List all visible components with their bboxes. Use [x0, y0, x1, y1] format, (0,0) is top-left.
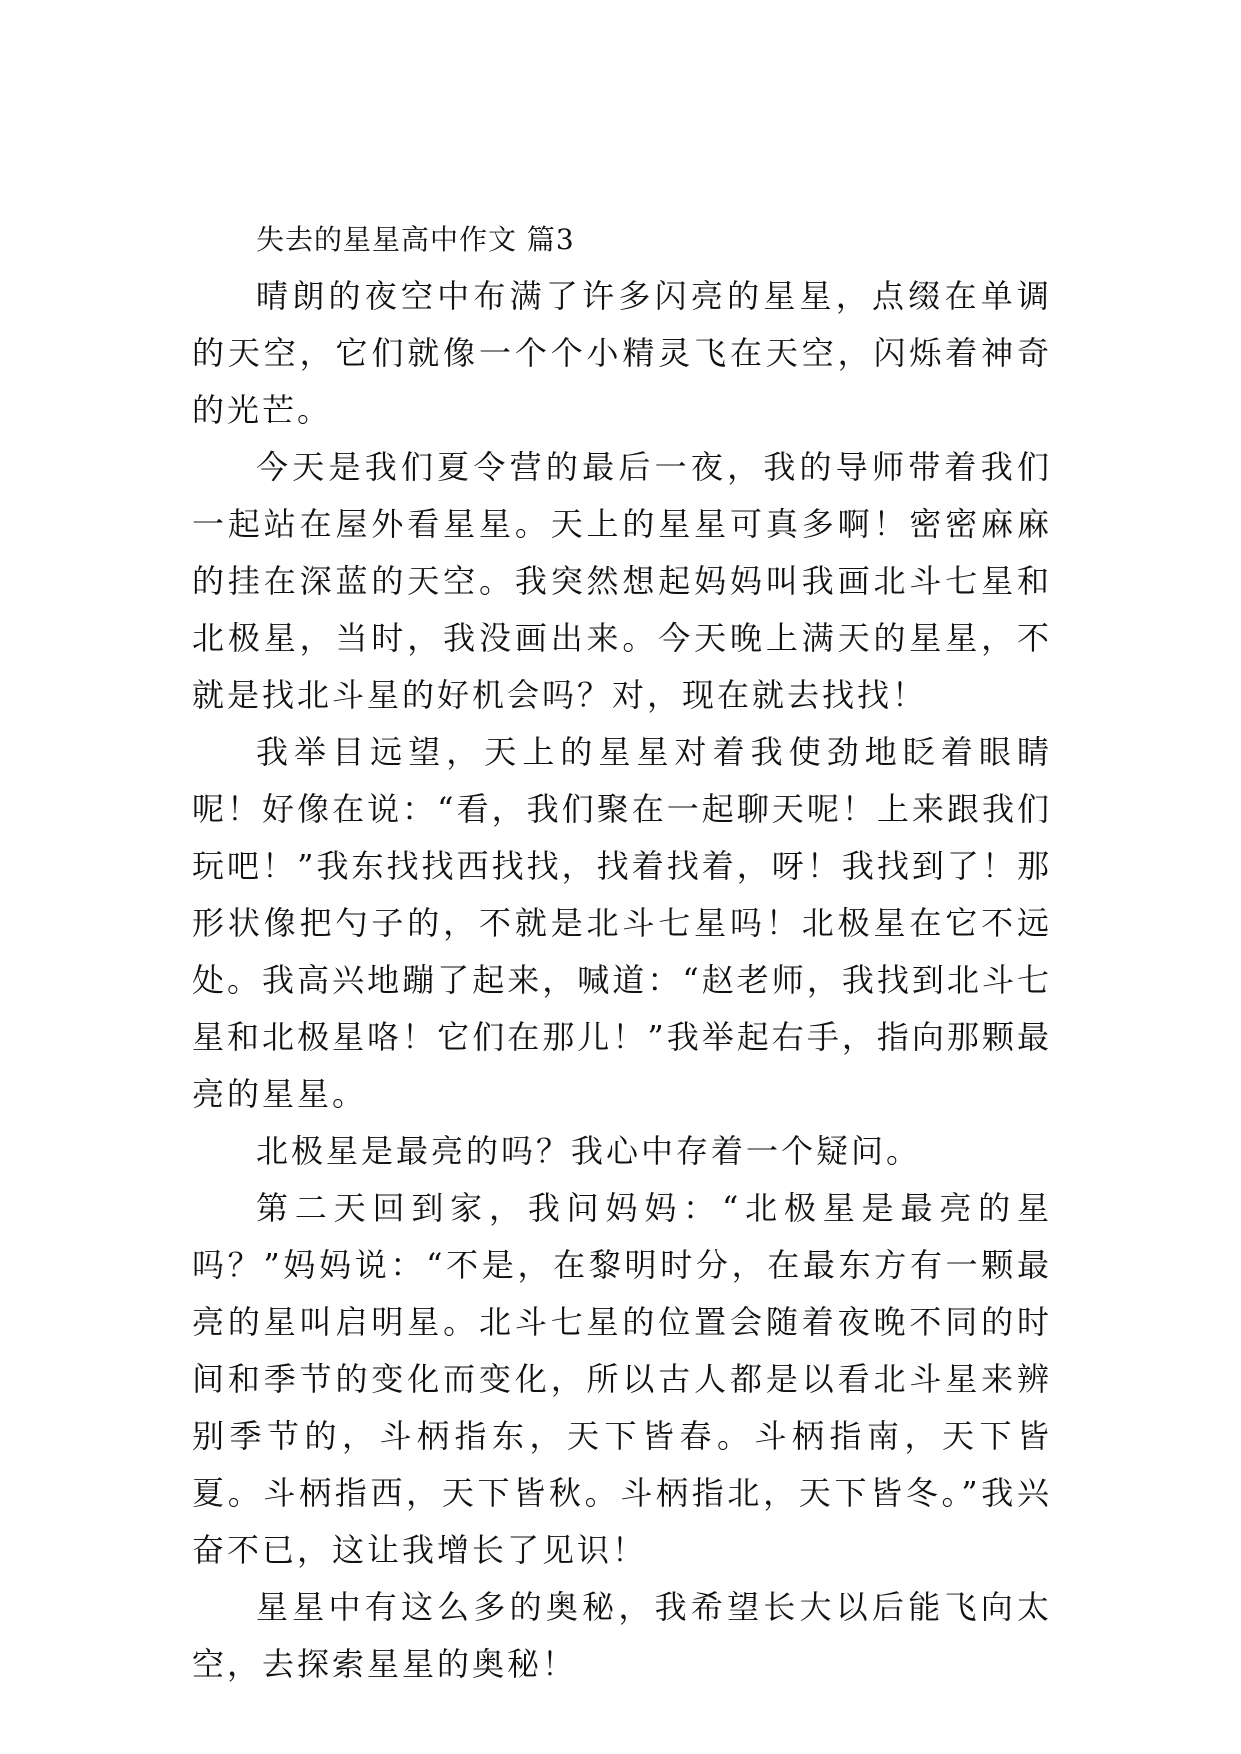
paragraph-4: 北极星是最亮的吗？我心中存着一个疑问。 [256, 1132, 922, 1170]
paragraph-2: 今天是我们夏令营的最后一夜，我的导师带着我们一起站在屋外看星星。天上的星星可真多啊！密密麻麻的挂在深蓝的天空。我突然想起妈妈叫我画北斗七星和北极星，当时，我没画出来。今天晚上满天的星星，不就是找北斗星的好机会吗？对，现在就去找找！ [192, 448, 1052, 714]
paragraph-1: 晴朗的夜空中布满了许多闪亮的星星，点缀在单调的天空，它们就像一个个小精灵飞在天空，闪烁着神奇的光芒。 [192, 277, 1052, 429]
paragraph-5: 第二天回到家，我问妈妈：“北极星是最亮的星吗？”妈妈说：“不是，在黎明时分，在最东方有一颗最亮的星叫启明星。北斗七星的位置会随着夜晚不同的时间和季节的变化而变化，所以古人都是以看北斗星来辨别季节的，斗柄指东，天下皆春。斗柄指南，天下皆夏。斗柄指西，天下皆秋。斗柄指北，天下皆冬。”我兴奋不已，这让我增长了见识！ [192, 1189, 1052, 1569]
paragraph-3: 我举目远望，天上的星星对着我使劲地眨着眼睛呢！好像在说：“看，我们聚在一起聊天呢！上来跟我们玩吧！”我东找找西找找，找着找着，呀！我找到了！那形状像把勺子的，不就是北斗七星吗！北极星在它不远处。我高兴地蹦了起来，喊道：“赵老师，我找到北斗七星和北极星咯！它们在那儿！”我举起右手，指向那颗最亮的星星。 [192, 733, 1052, 1113]
paragraph-6: 星星中有这么多的奥秘，我希望长大以后能飞向太空，去探索星星的奥秘！ [192, 1588, 1052, 1683]
essay-body [192, 220, 1052, 1693]
essay-title: 失去的星星高中作文 篇3 [256, 223, 575, 256]
